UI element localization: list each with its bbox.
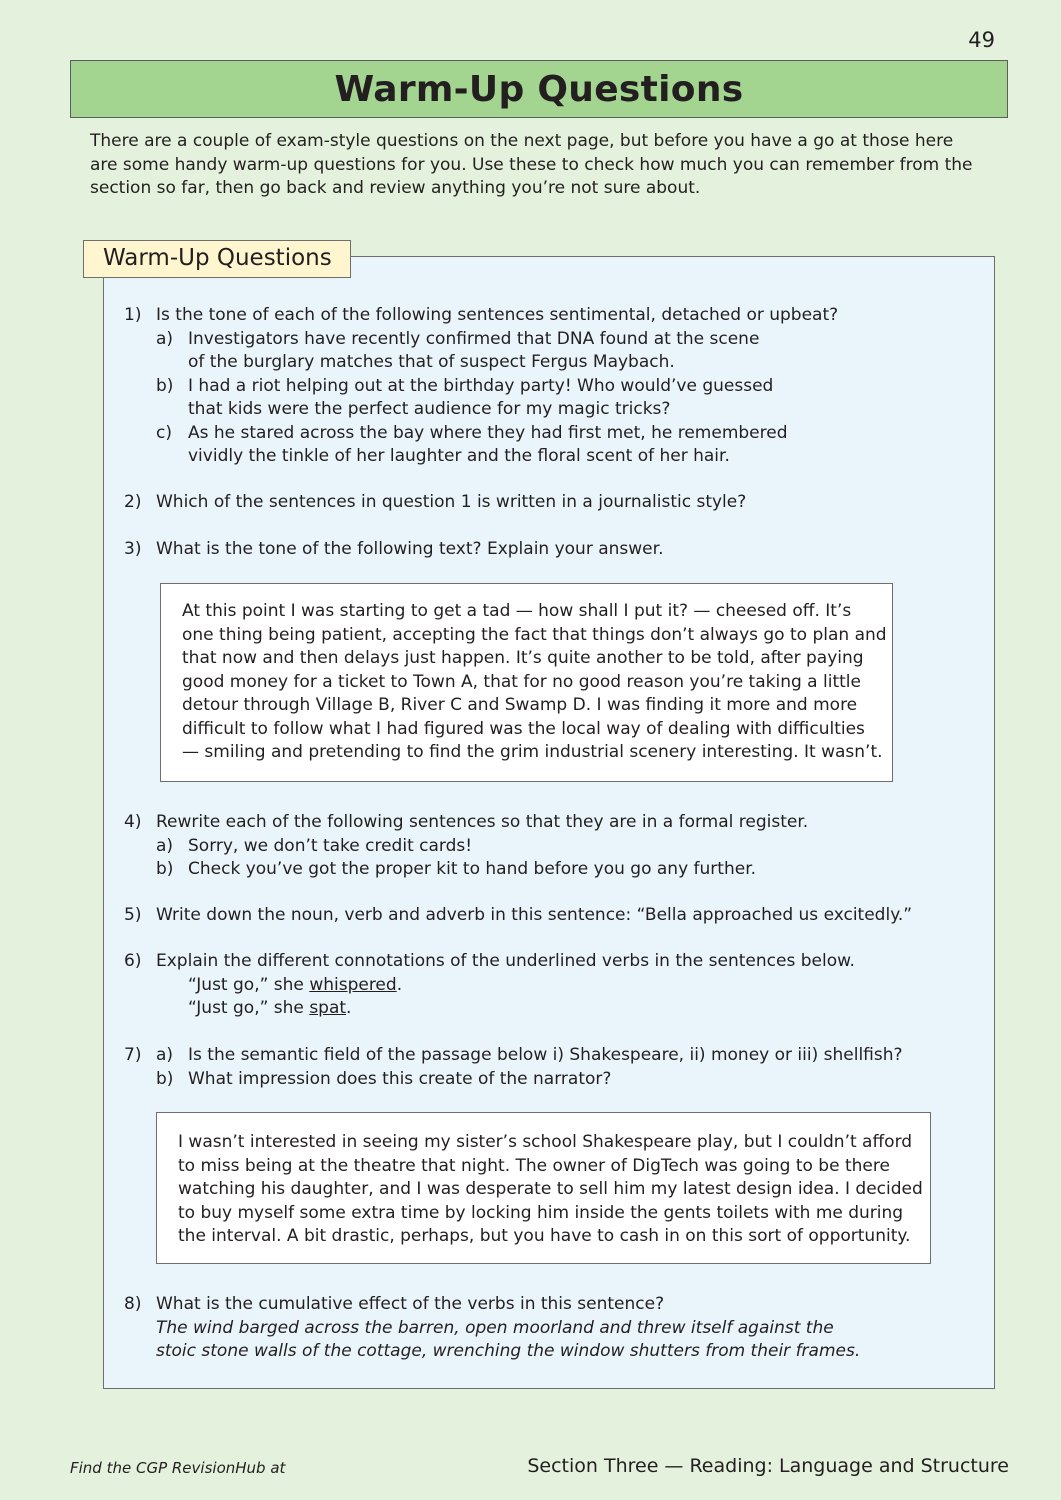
part-text: of the burglary matches that of suspect Fergus Maybach. [188,352,675,372]
question-4-part-b [156,858,916,882]
page-title: Warm-Up Questions [334,68,744,110]
quoted-sentence: stoic stone walls of the cottage, wrenching the window shutters from their frames. [156,1341,861,1361]
underlined-verb: whispered [309,974,397,995]
part-text: that kids were the perfect audience for my magic tricks? [188,399,671,419]
passage-box-question-3 [160,583,893,782]
part-text: I had a riot helping out at the birthday party! Who would’ve guessed [188,375,774,396]
part-text: Is the semantic field of the passage below i) Shakespeare, ii) money or iii) shellfish? [188,1045,903,1065]
part-label: b) [156,859,174,879]
question-number: 5) [124,905,142,925]
title-banner [70,60,1008,118]
question-7-part-a [156,1044,916,1068]
sentence-text: “Just go,” she [188,974,310,995]
footer-revisionhub-text: Find the CGP RevisionHub at [70,1459,286,1477]
passage-line: the interval. A bit drastic, perhaps, but you have to cash in on this sort of opportunity. [178,1226,911,1246]
example-sentence-1 [156,974,916,998]
question-4-part-a [156,835,916,859]
example-sentence-2 [156,997,916,1021]
part-label: c) [156,422,172,443]
question-1-part-b [156,375,916,422]
passage-line: to buy myself some extra time by locking him inside the gents toilets with me during [178,1202,904,1223]
passage-line: watching his daughter, and I was desperate to sell him my latest design idea. I decided [178,1179,923,1199]
question-text: Explain the different connotations of the underlined verbs in the sentences below. [156,951,855,971]
sentence-text: “Just go,” she [188,998,310,1018]
part-label: a) [156,1045,174,1065]
question-number: 3) [124,539,142,559]
part-text: As he stared across the bay where they had first met, he remembered [188,422,788,443]
passage-line: difficult to follow what I had figured was the local way of dealing with difficulties [182,718,865,739]
sentence-punctuation: . [396,974,403,995]
part-text: Check you’ve got the proper kit to hand before you go any further. [188,859,757,879]
question-number: 2) [124,492,142,512]
question-text: Rewrite each of the following sentences so that they are in a formal register. [156,812,809,832]
intro-paragraph: There are a couple of exam-style questions on the next page, but before you have a go at those here are some handy warm-up questions for you. Use these to check how much you can remember from the section so far, then go back and review anything you’re not sure about. [90,131,973,198]
page-number: 49 [968,28,995,52]
question-text: What is the tone of the following text? Explain your answer. [156,539,664,559]
question-number: 1) [124,305,142,325]
question-text: What is the cumulative effect of the verbs in this sentence? [156,1294,665,1314]
question-text: Write down the noun, verb and adverb in this sentence: “Bella approached us excitedly.” [156,905,913,925]
quoted-sentence: The wind barged across the barren, open moorland and threw itself against the [156,1317,834,1338]
underlined-verb: spat [309,998,347,1018]
passage-line: that now and then delays just happen. It’s quite another to be told, after paying [182,648,864,668]
part-text: Sorry, we don’t take credit cards! [188,835,473,856]
question-number: 8) [124,1294,142,1314]
question-text: Which of the sentences in question 1 is written in a journalistic style? [156,492,747,512]
part-label: a) [156,328,174,349]
question-7-part-b [156,1068,916,1092]
passage-line: one thing being patient, accepting the fact that things don’t always go to plan and [182,624,887,645]
question-number: 6) [124,951,142,971]
part-text: Investigators have recently confirmed that DNA found at the scene [188,328,760,349]
question-number: 4) [124,812,142,832]
part-label: a) [156,835,174,856]
passage-line: I wasn’t interested in seeing my sister’s school Shakespeare play, but I couldn’t afford [178,1132,913,1152]
question-1-part-c [156,422,916,469]
part-label: b) [156,375,174,396]
passage-box-question-7 [156,1112,931,1264]
sentence-punctuation: . [346,998,352,1018]
part-label: b) [156,1068,174,1089]
passage-line: At this point I was starting to get a tad — how shall I put it? — cheesed off. It’s [182,601,852,621]
question-number: 7) [124,1045,142,1065]
passage-line: to miss being at the theatre that night. The owner of DigTech was going to be there [178,1155,890,1176]
question-1-part-a [156,328,916,375]
passage-line: — smiling and pretending to find the grim industrial scenery interesting. It wasn’t. [182,742,883,762]
passage-line: detour through Village B, River C and Swamp D. I was finding it more and more [182,695,858,715]
part-text: What impression does this create of the narrator? [188,1068,612,1089]
questions-box-label: Warm-Up Questions [83,240,351,278]
passage-line: good money for a ticket to Town A, that for no good reason you’re taking a little [182,671,861,692]
question-text: Is the tone of each of the following sentences sentimental, detached or upbeat? [156,305,839,325]
footer-section-title: Section Three — Reading: Language and Structure [527,1455,1009,1477]
part-text: vividly the tinkle of her laughter and the floral scent of her hair. [188,446,730,466]
